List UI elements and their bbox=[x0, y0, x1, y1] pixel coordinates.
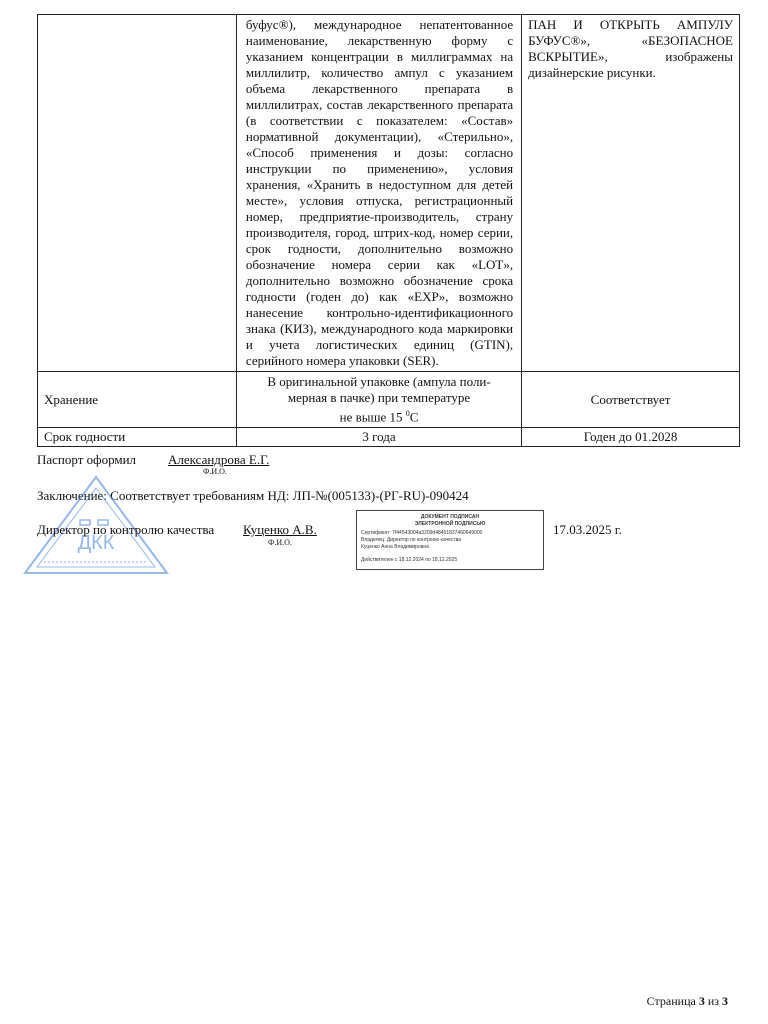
esig-title-line2: ЭЛЕКТРОННОЙ ПОДПИСЬЮ bbox=[414, 521, 486, 527]
passport-signer-name: Александрова Е.Г. bbox=[168, 452, 270, 467]
conclusion-text: Заключение: Соответствует требованиям НД: ЛП-№(005133)-(РГ-RU)-090424 bbox=[37, 488, 469, 503]
esig-validity: Действителен с 18.12.2024 по 18.12.2025 bbox=[361, 557, 458, 563]
storage-req-line2: мерная в пачке) при температуре bbox=[287, 390, 471, 405]
esig-owner: Владелец: Директор по контролю качества bbox=[361, 537, 462, 543]
degree-mark: 0 bbox=[405, 409, 410, 418]
storage-result-cell: Соответствует bbox=[522, 372, 740, 428]
shelf-life-label-cell: Срок годности bbox=[38, 428, 237, 447]
esig-certificate: Сертификат: 7f44543004a3209d48451837460649000 bbox=[361, 530, 483, 536]
table-row-storage bbox=[38, 372, 740, 428]
spec-table bbox=[37, 14, 740, 447]
storage-req-unit: С bbox=[409, 409, 419, 425]
signature-date: 17.03.2025 г. bbox=[553, 522, 622, 537]
electronic-signature-stamp bbox=[356, 510, 544, 570]
esig-details bbox=[357, 530, 543, 551]
labeling-requirement-cell: буфус®), международное непатентованное наименование, лекарственную форму с указанием концентрации в миллиграммах на миллилитр, количество ампул с указанием объема лекарственного препарата в миллилитрах, состав лекарственного препарата (в соответствии с показателем: «Состав» нормативной документации), «Стерильно», «Способ применения и дозы: согласно инструкции по применению», условия хранения, «Хранить в недоступном для детей месте», условия отпуска, регистрационный номер, предприятие-производитель, страну производителя, город, штрих-код, номер серии, срок годности, дополнительно возможно обозначение номера серии как «LOT», дополнительно возможно обозначение срока годности (годен до) как «EXP», возможно нанесение контрольно-идентификационного знака (КИЗ), международного кода маркировки и учета логистических единиц (GTIN), серийного номера упаковки (SER). bbox=[236, 15, 521, 372]
passport-label: Паспорт оформил bbox=[37, 452, 137, 467]
shelf-life-result-cell: Годен до 01.2028 bbox=[522, 428, 740, 447]
qc-stamp-letters: ДКК bbox=[77, 532, 115, 554]
table-row-shelf-life bbox=[38, 428, 740, 447]
page-number-prefix: Страница bbox=[646, 994, 699, 1008]
page-number-current: 3 bbox=[698, 994, 705, 1008]
page-number-total: 3 bbox=[722, 994, 728, 1008]
shelf-life-requirement-cell: 3 года bbox=[236, 428, 521, 447]
storage-req-temp: не выше 15 bbox=[339, 409, 406, 425]
esig-title bbox=[357, 514, 543, 528]
storage-req-line1: В оригинальной упаковке (ампула поли- bbox=[267, 374, 491, 389]
page-number bbox=[647, 994, 728, 1009]
labeling-label-cell bbox=[38, 15, 237, 372]
director-fio-caption: Ф.И.О. bbox=[268, 538, 292, 547]
table-row-labeling bbox=[38, 15, 740, 372]
page-number-middle: из bbox=[704, 994, 722, 1008]
passport-fio-caption: Ф.И.О. bbox=[203, 467, 227, 476]
esig-owner-name: Куценко Анна Владимировна bbox=[361, 544, 429, 550]
storage-label-cell: Хранение bbox=[38, 372, 237, 428]
storage-req-line3 bbox=[243, 406, 515, 425]
storage-requirement-cell bbox=[236, 372, 521, 428]
esig-title-line1: ДОКУМЕНТ ПОДПИСАН bbox=[420, 514, 480, 520]
labeling-result-cell: ПАН И ОТКРЫТЬ АМПУЛУ БУФУС®», «БЕЗОПАСНОЕ ВСКРЫТИЕ», изображены дизайнерские рисунки. bbox=[522, 15, 740, 372]
director-label: Директор по контролю качества bbox=[37, 522, 215, 537]
director-signer-name: Куценко А.В. bbox=[243, 522, 317, 537]
